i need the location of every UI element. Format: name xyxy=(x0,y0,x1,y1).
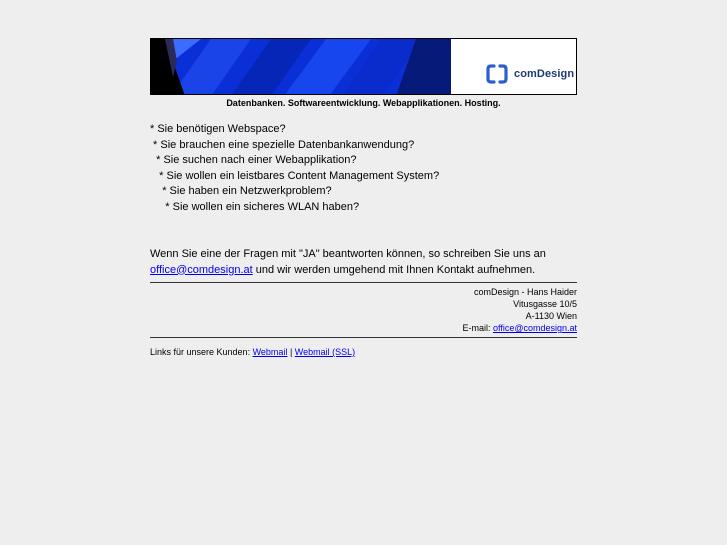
contact-prompt-text-end: und wir werden umgehend mit Ihnen Kontakt aufnehmen. xyxy=(252,263,536,276)
address-company: comDesign - Hans Haider xyxy=(473,287,577,297)
banner-art xyxy=(151,39,451,95)
address-email-row xyxy=(150,322,577,334)
links-separator: | xyxy=(287,347,295,357)
question-item: * Sie suchen nach einer Webapplikation? xyxy=(150,154,357,166)
customer-links xyxy=(150,347,577,357)
email-label: E-mail: xyxy=(462,323,493,333)
address-email-link[interactable]: office@comdesign.at xyxy=(492,323,577,333)
question-item: * Sie haben ein Netzwerkproblem? xyxy=(150,185,332,197)
contact-prompt xyxy=(150,247,577,278)
address-block xyxy=(150,283,577,337)
contact-prompt-text: Wenn Sie eine der Fragen mit "JA" beantworten können, so schreiben Sie uns an xyxy=(150,248,546,260)
question-item: * Sie wollen ein sicheres WLAN haben? xyxy=(150,200,360,213)
brand-logo xyxy=(484,61,574,87)
contact-email-link[interactable]: office@comdesign.at xyxy=(150,263,253,276)
question-item: * Sie benötigen Webspace? xyxy=(150,123,286,135)
webmail-ssl-link[interactable]: Webmail (SSL) xyxy=(294,347,356,357)
address-city: A-1130 Wien xyxy=(525,311,577,321)
comdesign-logo-icon xyxy=(484,61,510,87)
header-banner xyxy=(150,38,577,95)
tagline: Datenbanken. Softwareentwicklung. Webapplikationen. Hosting. xyxy=(226,98,501,108)
address-street: Vitusgasse 10/5 xyxy=(513,299,577,309)
page-container xyxy=(150,38,577,357)
logo-text: comDesign xyxy=(514,68,575,80)
question-item: * Sie wollen ein leistbares Content Management System? xyxy=(150,169,440,182)
links-label: Links für unsere Kunden: xyxy=(150,347,253,357)
divider xyxy=(150,337,577,338)
question-item: * Sie brauchen eine spezielle Datenbankanwendung? xyxy=(150,138,415,151)
question-list xyxy=(150,122,577,215)
webmail-link[interactable]: Webmail xyxy=(252,347,288,357)
